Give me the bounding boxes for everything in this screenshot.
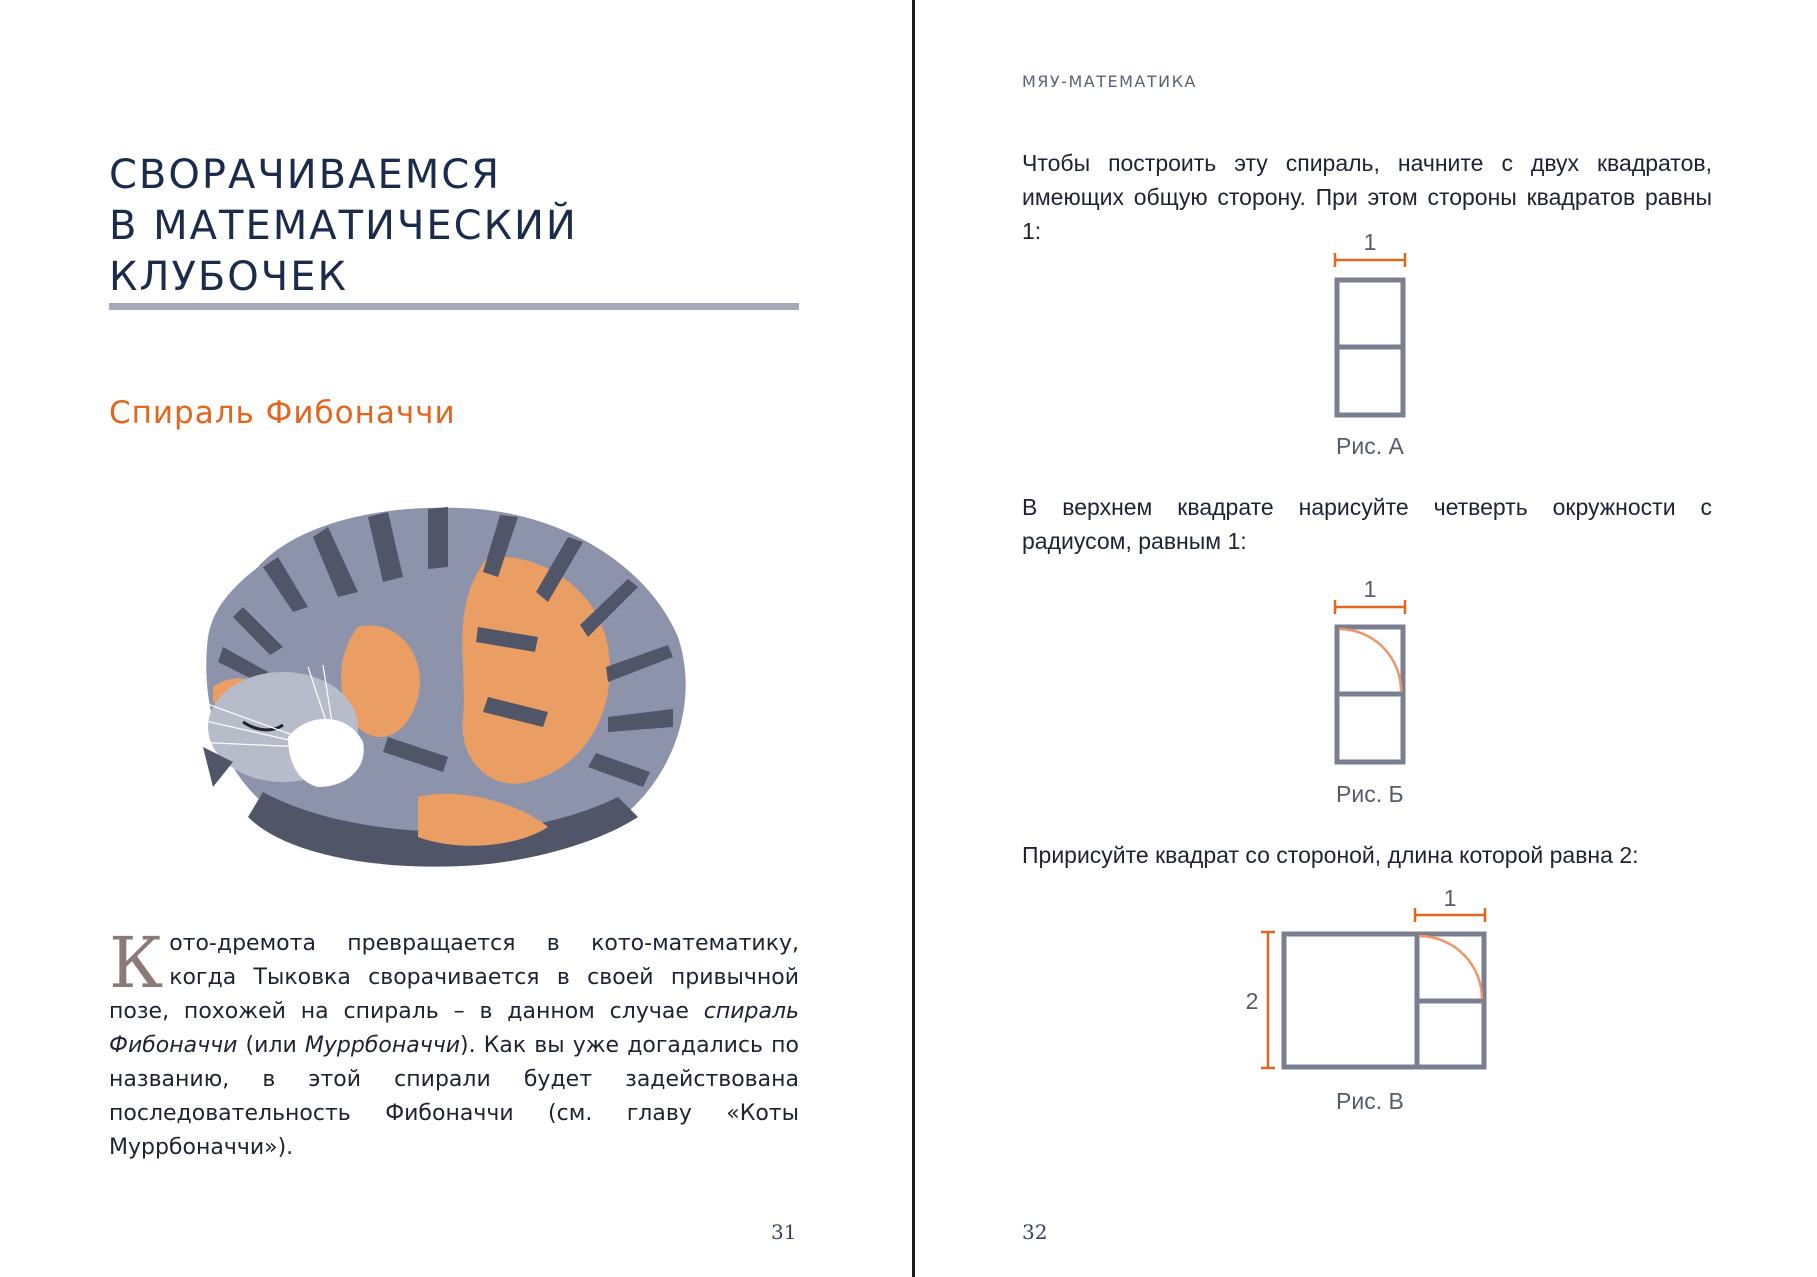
paragraph-3: Пририсуйте квадрат со стороной, длина которой равна 2: [1022,842,1639,868]
paragraph-2: В верхнем квадрате нарисуйте четверть окружности с радиусом, равным 1: [1022,494,1712,554]
section-title: Спираль Фибоначчи [109,395,456,431]
figure-b-squares [1337,627,1403,762]
body-text-part-2: (или [237,1033,305,1058]
body-text-part-1: ото-дремота превращается в кото-математику, когда Тыковка сворачивается в своей привычной позе, похожей на спираль – в данном случае [109,931,799,1024]
body-paragraph [109,922,799,1165]
figure-a [1325,228,1415,428]
sleeping-cat-illustration [188,497,688,877]
figure-a-squares [1337,280,1403,415]
title-divider [109,303,799,310]
figure-a-caption: Рис. А [1336,433,1404,459]
figure-c-caption: Рис. В [1336,1088,1404,1114]
paragraph-1: Чтобы построить эту спираль, начните с двух квадратов, имеющих общую сторону. При этом стороны квадратов равны 1: [1022,150,1712,244]
book-spine [912,0,915,1277]
chapter-title-line-3: КЛУБОЧЕК [109,254,348,300]
page-number-left: 31 [771,1220,797,1244]
chapter-title-line-2: В МАТЕМАТИЧЕСКИЙ [109,203,578,249]
body-italic-2: Муррбоначчи [304,1033,461,1058]
figure-c-top-label: 1 [1443,885,1457,911]
page-number-right: 32 [1022,1220,1048,1244]
figure-c-squares [1284,934,1484,1067]
figure-b-dimension-label: 1 [1363,576,1377,602]
running-head: МЯУ-МАТЕМАТИКА [1022,72,1197,91]
figure-b-caption: Рис. Б [1336,781,1404,807]
figure-c-side-label: 2 [1245,988,1259,1014]
body-italic-1: спираль Фибоначчи [109,999,799,1058]
figure-c-arc [1419,936,1482,999]
drop-cap: К [109,922,164,1004]
chapter-title-line-1: СВОРАЧИВАЕМСЯ [109,152,501,198]
body-text-part-3: ). Как вы уже догадались по названию, в этой спирали будет задействована последовательность Фибоначчи (см. главу «Коты Муррбоначчи»). [109,1033,799,1160]
figure-c [1240,882,1500,1072]
figure-b-arc [1339,629,1401,692]
figure-a-dimension-label: 1 [1363,229,1377,255]
chapter-title [109,150,809,303]
figure-b [1325,573,1415,773]
